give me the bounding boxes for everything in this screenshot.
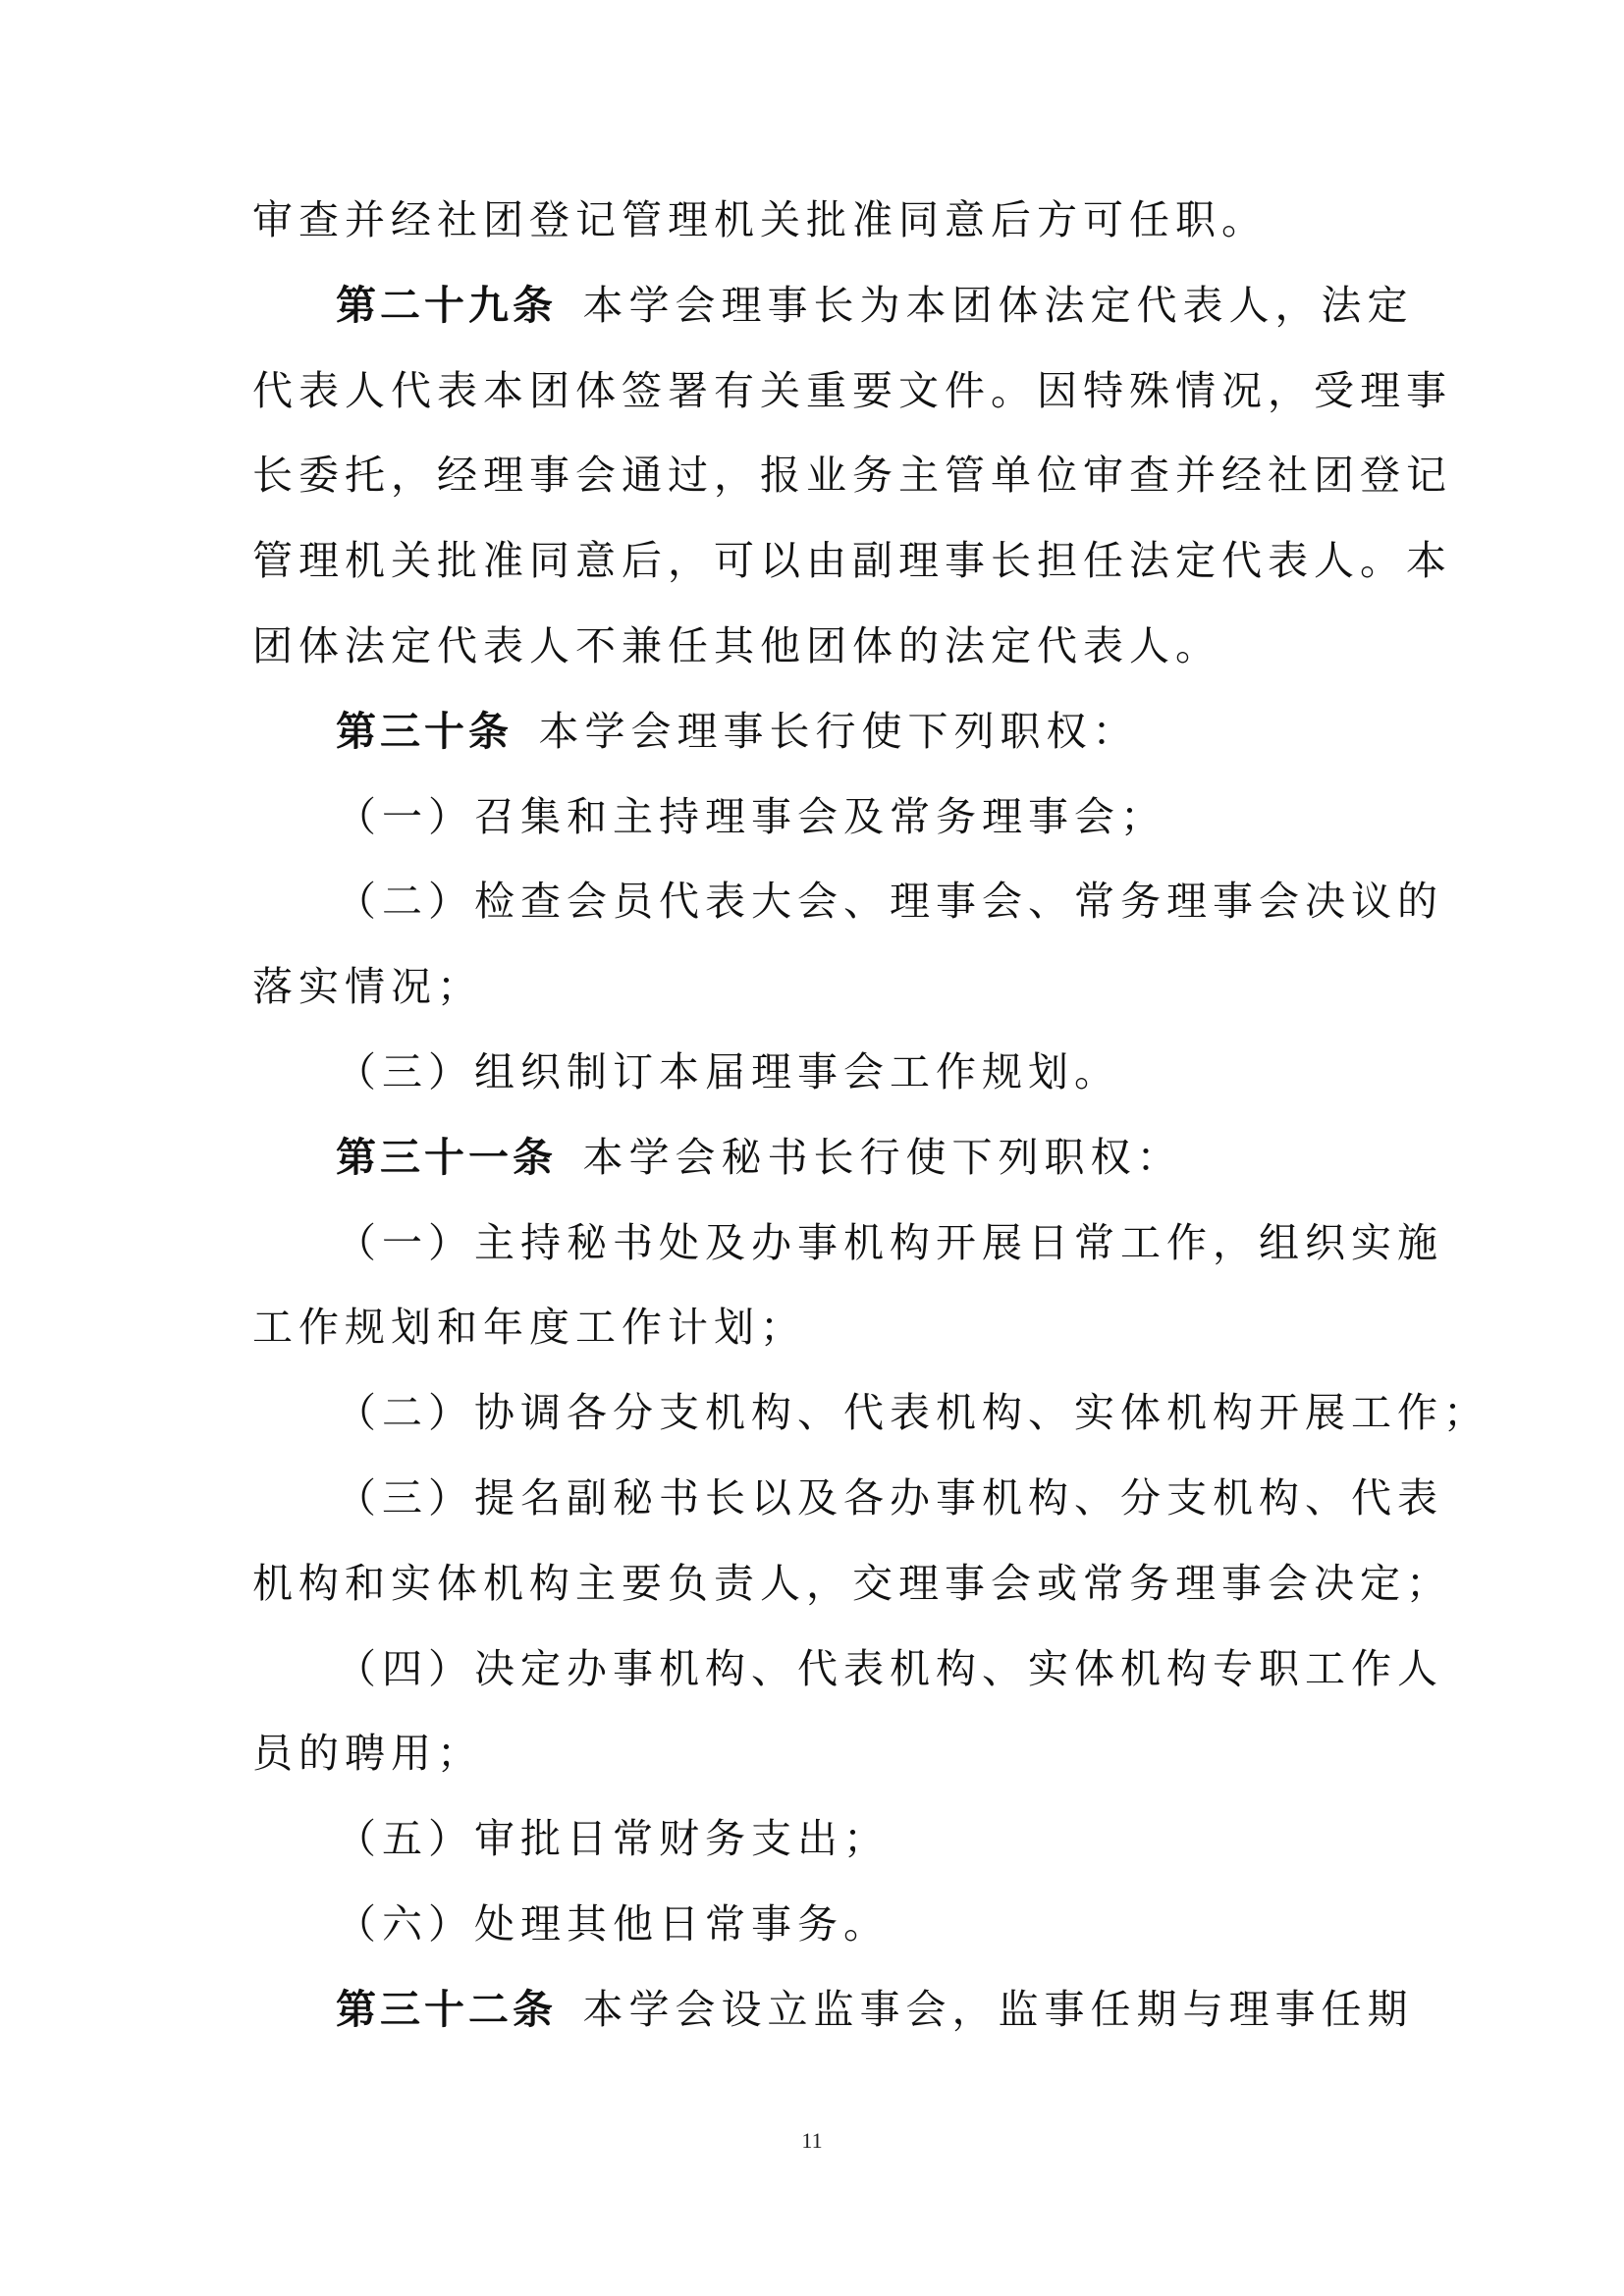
line-text: 本学会秘书长行使下列职权： bbox=[582, 1134, 1183, 1181]
line-text: （一）召集和主持理事会及常务理事会； bbox=[336, 793, 1166, 840]
line-text: （一）主持秘书处及办事机构开展日常工作，组织实施 bbox=[336, 1219, 1443, 1266]
text-line bbox=[252, 957, 1391, 1016]
text-line bbox=[336, 787, 1391, 846]
line-text: 管理机关批准同意后，可以由副理事长担任法定代表人。本 bbox=[252, 537, 1452, 584]
page-number: 11 bbox=[801, 2128, 823, 2153]
article-number: 第三十二条 bbox=[336, 1986, 557, 2033]
text-line bbox=[336, 1213, 1443, 1272]
text-line bbox=[252, 1298, 1391, 1357]
text-line bbox=[336, 1383, 1489, 1442]
text-line bbox=[252, 531, 1452, 590]
line-text: 工作规划和年度工作计划； bbox=[252, 1304, 806, 1351]
text-line bbox=[252, 1554, 1452, 1613]
text-line bbox=[252, 446, 1452, 505]
article-heading-line bbox=[336, 1980, 1414, 2039]
line-text: 代表人代表本团体签署有关重要文件。因特殊情况，受理事 bbox=[252, 367, 1452, 414]
text-line bbox=[252, 361, 1452, 420]
line-text: 本学会设立监事会，监事任期与理事任期 bbox=[582, 1986, 1414, 2033]
text-line bbox=[336, 1468, 1443, 1527]
line-text: 机构和实体机构主要负责人，交理事会或常务理事会决定； bbox=[252, 1560, 1452, 1607]
line-text: （三）提名副秘书长以及各办事机构、分支机构、代表 bbox=[336, 1474, 1443, 1522]
line-text: 审查并经社团登记管理机关批准同意后方可任职。 bbox=[252, 196, 1268, 243]
line-text: 落实情况； bbox=[252, 963, 483, 1010]
article-number: 第三十条 bbox=[336, 708, 513, 755]
text-line bbox=[336, 1895, 1391, 1953]
line-text: 员的聘用； bbox=[252, 1730, 483, 1777]
text-line bbox=[252, 190, 1391, 249]
text-line bbox=[336, 872, 1443, 931]
text-line bbox=[252, 1724, 1391, 1783]
article-heading-line bbox=[336, 276, 1414, 335]
line-text: 长委托，经理事会通过，报业务主管单位审查并经社团登记 bbox=[252, 452, 1452, 499]
line-text: （三）组织制订本届理事会工作规划。 bbox=[336, 1048, 1120, 1095]
line-text: （四）决定办事机构、代表机构、实体机构专职工作人 bbox=[336, 1645, 1443, 1692]
line-text: 本学会理事长行使下列职权： bbox=[538, 708, 1139, 755]
text-line bbox=[252, 616, 1391, 675]
text-line bbox=[336, 1639, 1443, 1698]
line-text: （六）处理其他日常事务。 bbox=[336, 1900, 890, 1948]
line-text: 团体法定代表人不兼任其他团体的法定代表人。 bbox=[252, 622, 1221, 669]
article-number: 第三十一条 bbox=[336, 1134, 557, 1181]
article-heading-line bbox=[336, 702, 1391, 761]
line-text: （五）审批日常财务支出； bbox=[336, 1815, 890, 1862]
text-line bbox=[336, 1809, 1391, 1868]
line-text: 本学会理事长为本团体法定代表人，法定 bbox=[582, 282, 1414, 329]
text-line bbox=[336, 1042, 1391, 1101]
article-heading-line bbox=[336, 1128, 1391, 1187]
line-text: （二）协调各分支机构、代表机构、实体机构开展工作； bbox=[336, 1389, 1489, 1436]
line-text: （二）检查会员代表大会、理事会、常务理事会决议的 bbox=[336, 878, 1443, 925]
article-number: 第二十九条 bbox=[336, 282, 557, 329]
